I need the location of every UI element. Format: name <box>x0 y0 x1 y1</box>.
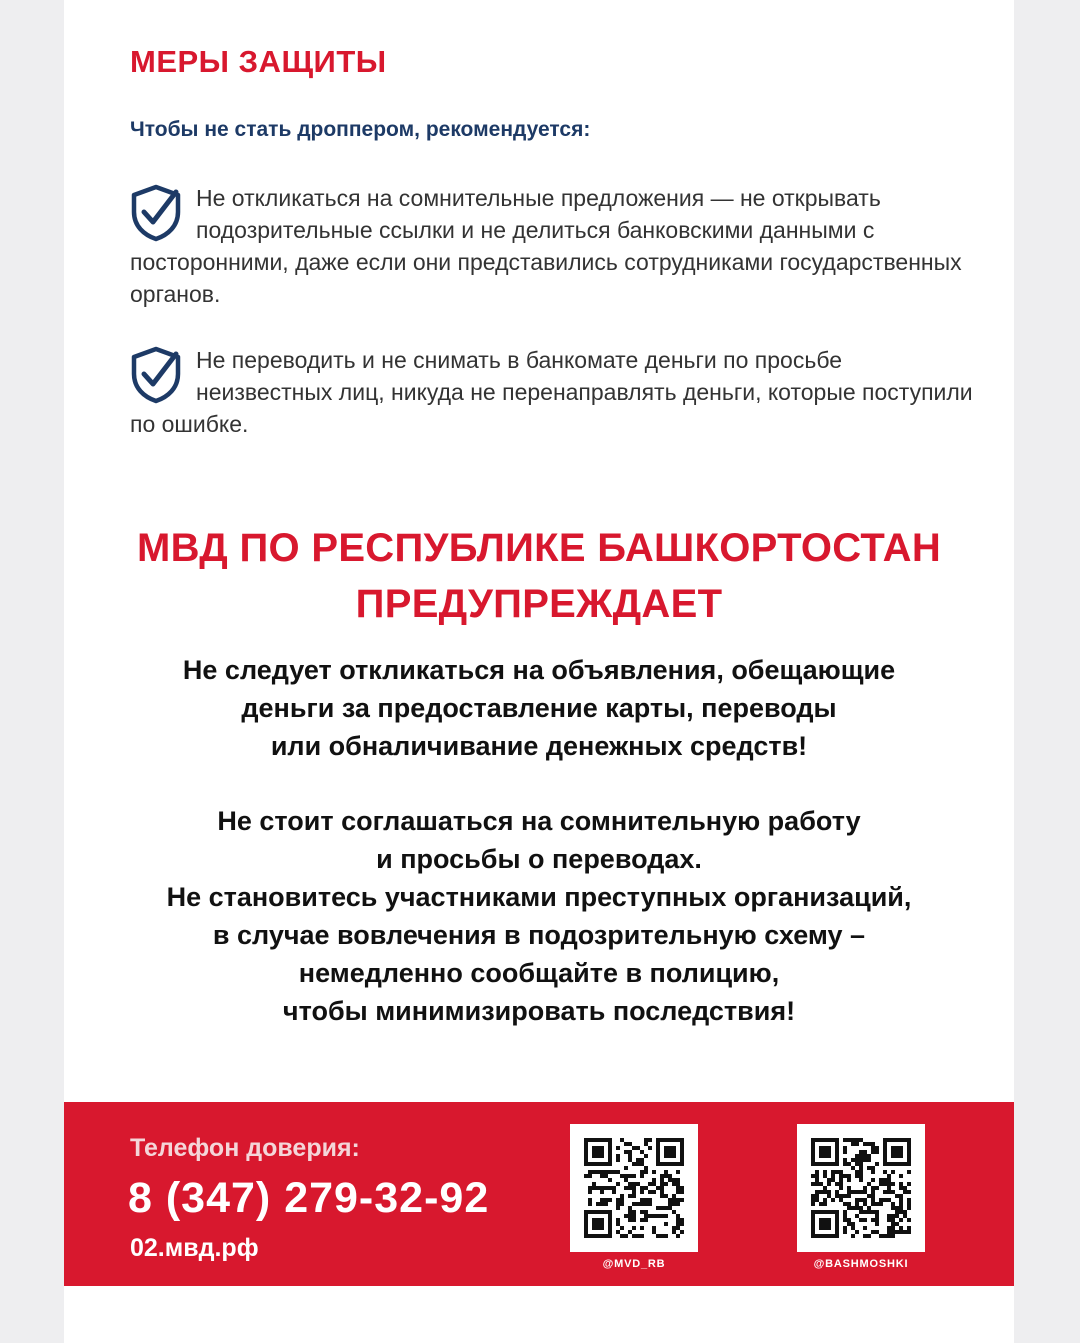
warning-line: Не становитесь участниками преступных организаций, <box>166 882 912 912</box>
warning-title-line: МВД ПО РЕСПУБЛИКЕ БАШКОРТОСТАН <box>136 526 942 570</box>
warning-line: Не следует откликаться на объявления, обещающие <box>182 655 896 685</box>
qr-code-icon <box>570 1124 698 1252</box>
measures-title: МЕРЫ ЗАЩИТЫ <box>130 44 387 79</box>
warning-title-line: ПРЕДУПРЕЖДАЕТ <box>355 582 723 626</box>
warning-paragraph-2 <box>64 802 1014 1030</box>
hotline-label: Телефон доверия: <box>130 1134 360 1162</box>
shield-check-icon <box>130 346 182 404</box>
qr-caption: @MVD_RB <box>602 1258 666 1270</box>
hotline-phone: 8 (347) 279-32-92 <box>128 1174 490 1222</box>
qr-caption: @BASHMOSHKI <box>813 1258 909 1270</box>
shield-check-icon <box>130 184 182 242</box>
website-link: 02.мвд.рф <box>130 1234 259 1262</box>
warning-line: или обналичивание денежных средств! <box>270 731 808 761</box>
warning-title <box>64 520 1014 632</box>
warning-line: Не стоит соглашаться на сомнительную работу <box>217 806 861 836</box>
warning-line: в случае вовлечения в подозрительную схему – <box>212 920 866 950</box>
qr-code-icon <box>797 1124 925 1252</box>
warning-line: и просьбы о переводах. <box>376 844 702 874</box>
warning-line: деньги за предоставление карты, переводы <box>241 693 837 723</box>
measure-item <box>130 344 980 440</box>
warning-line: немедленно сообщайте в полицию, <box>298 958 780 988</box>
measure-item-text: Не переводить и не снимать в банкомате деньги по просьбе неизвестных лиц, никуда не перенаправлять деньги, которые поступили по ошибке. <box>130 347 973 437</box>
hotline-footer <box>64 1102 1014 1286</box>
measures-subtitle: Чтобы не стать дроппером, рекомендуется: <box>130 118 591 141</box>
warning-paragraph-1 <box>64 651 1014 765</box>
measure-item <box>130 182 980 310</box>
measure-item-text: Не откликаться на сомнительные предложения — не открывать подозрительные ссылки и не делиться банковскими данными с посторонними, даже если они представились сотрудниками государственных органов. <box>130 185 962 307</box>
flyer-page <box>64 0 1014 1343</box>
warning-line: чтобы минимизировать последствия! <box>282 996 796 1026</box>
